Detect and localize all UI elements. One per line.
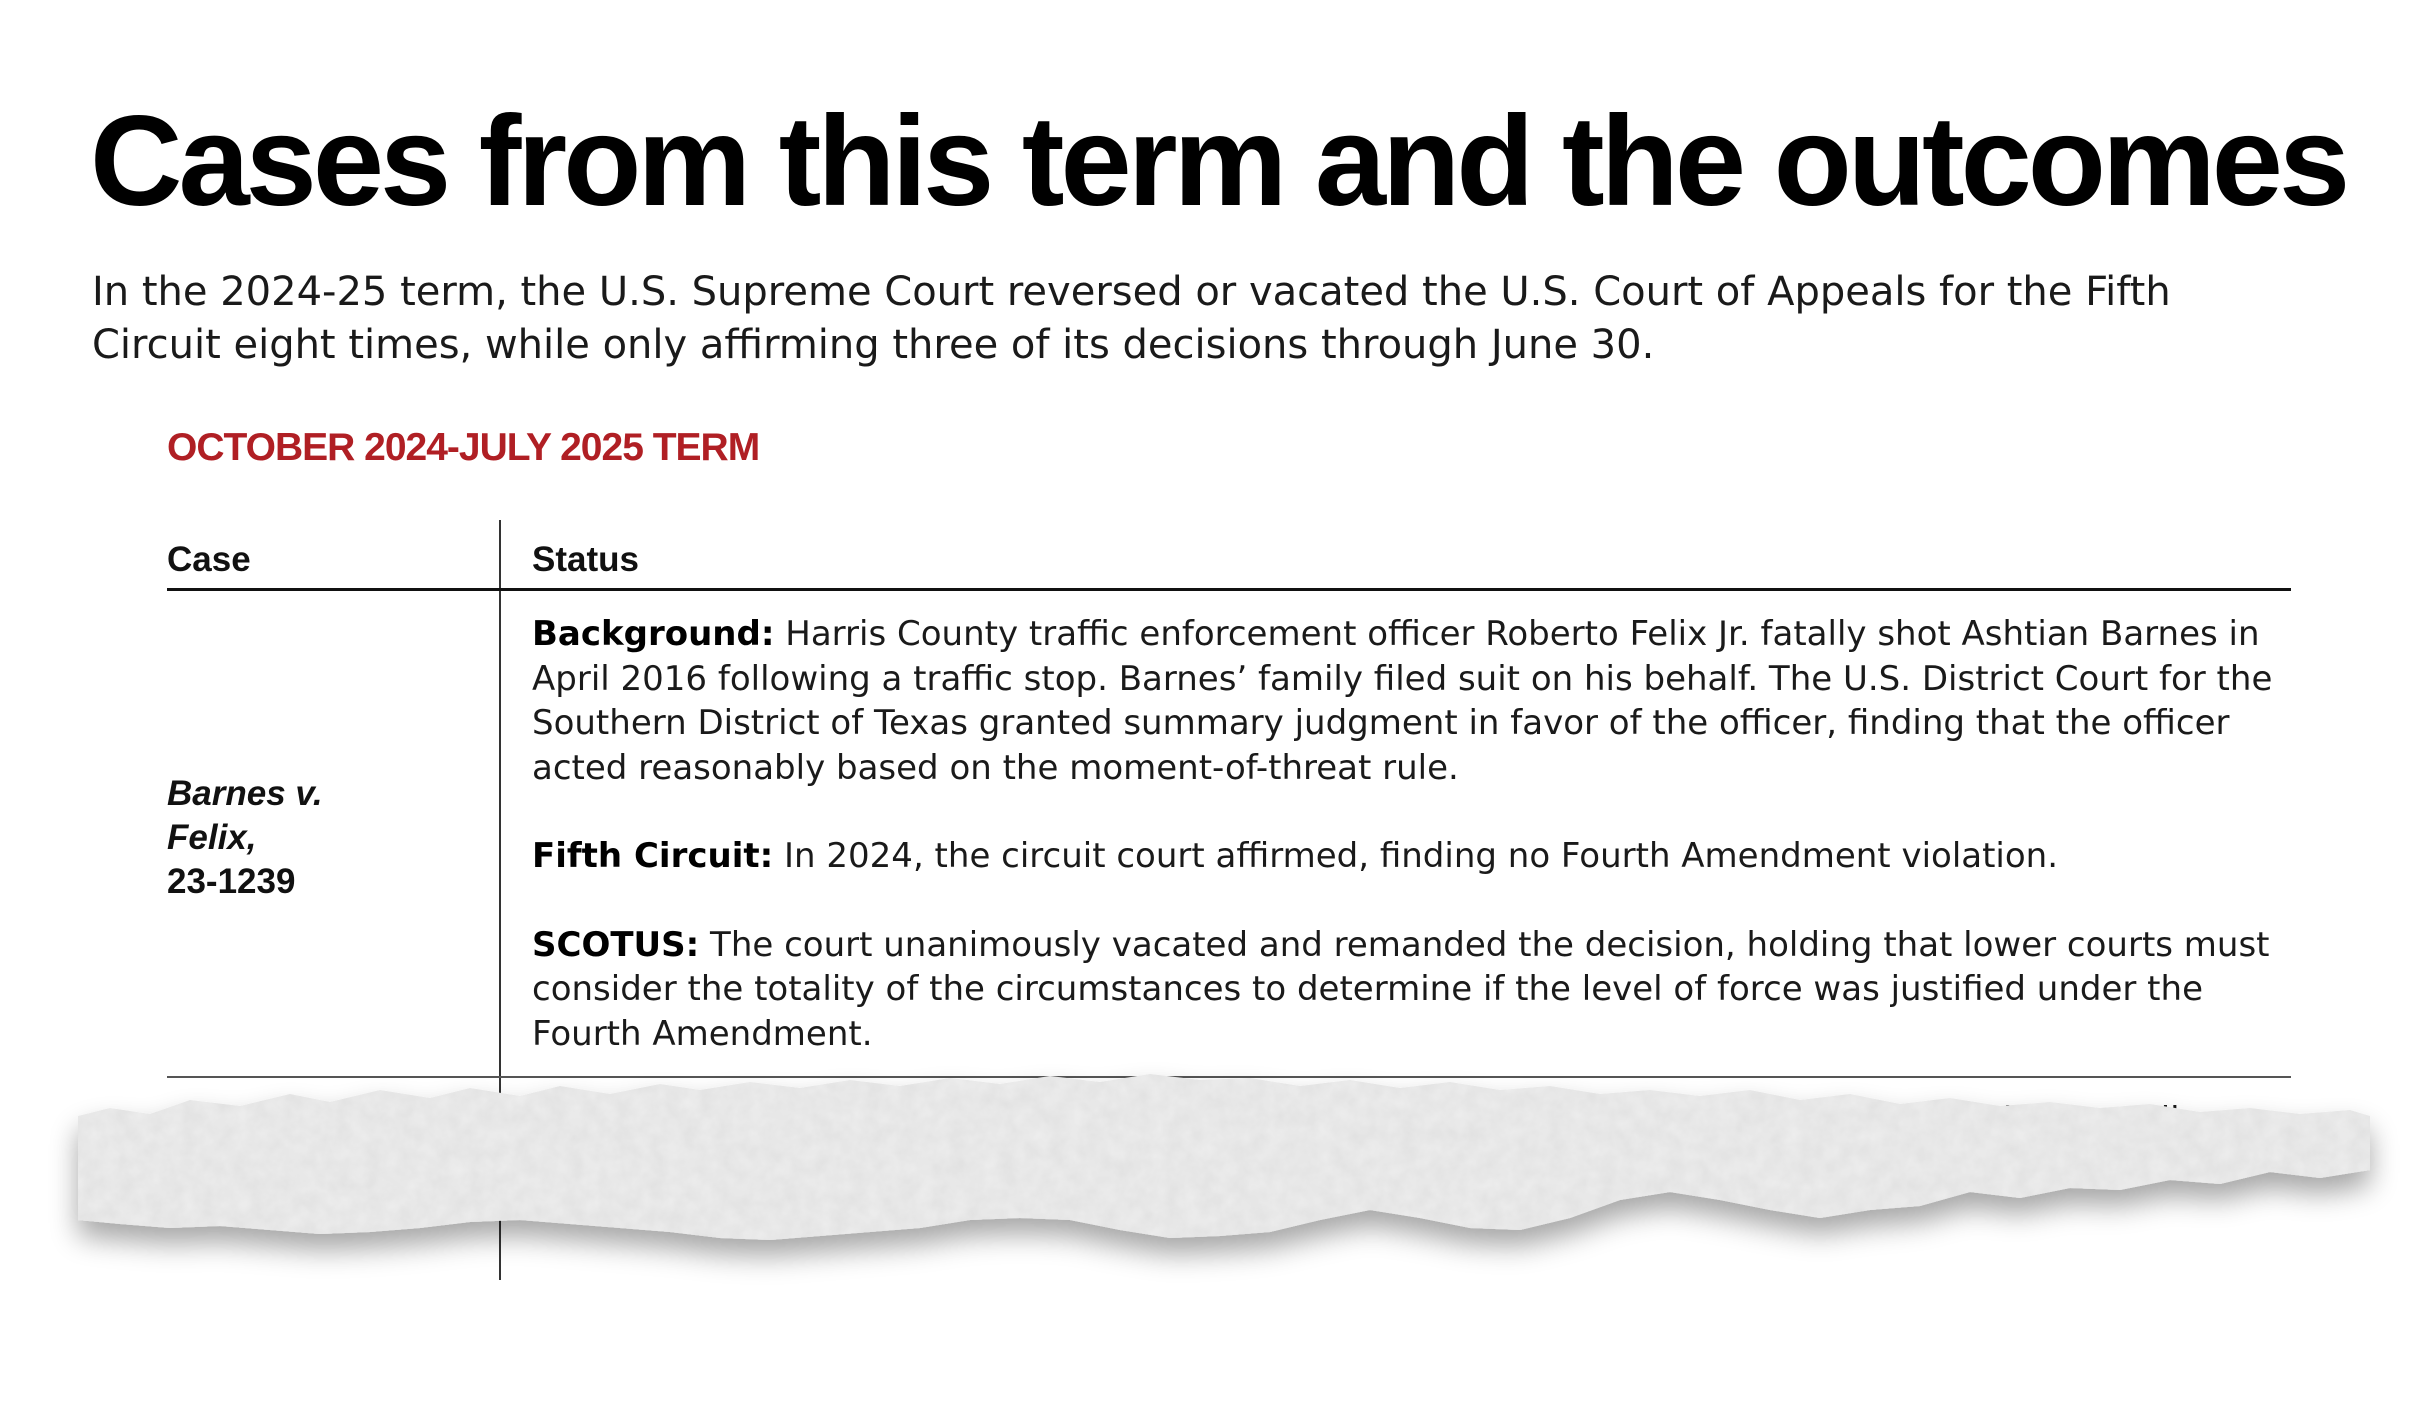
case-title-line2: Felix, — [167, 818, 257, 857]
dek: In the 2024-25 term, the U.S. Supreme Court reversed or vacated the U.S. Court of Appeals for the Fifth Circuit eight times, while only affirming three of its decisions through June 30. — [92, 269, 2171, 368]
torn-paper-edge — [0, 1060, 2424, 1414]
fifth-circuit-paragraph — [532, 834, 2292, 879]
background-paragraph — [532, 612, 2292, 790]
background-text: Harris County traffic enforcement officer Roberto Felix Jr. fatally shot Ashtian Barnes in April 2016 following a traffic stop. Barnes’ family filed suit on his behalf. The U.S. District Court for the Southern District of Texas granted summary judgment in favor of the officer, finding that the officer acted reasonably based on the moment-of-threat rule. — [532, 614, 2273, 788]
headline: Cases from this term and the outcomes — [90, 90, 2347, 233]
scotus-label: SCOTUS: — [532, 924, 700, 965]
case-cell — [167, 772, 487, 904]
status-cell — [532, 612, 2292, 1100]
scotus-text: The court unanimously vacated and remanded the decision, holding that lower courts must consider the totality of the circumstances to determine if the level of force was justified under the Fourth Amendment. — [532, 924, 2270, 1054]
background-label: Background: — [532, 614, 775, 654]
fifth-circuit-label: Fifth Circuit: — [532, 836, 774, 876]
fifth-circuit-text: In 2024, the circuit court affirmed, finding no Fourth Amendment violation. — [784, 836, 2059, 876]
case-title-line1: Barnes v. — [167, 774, 323, 813]
scotus-paragraph — [532, 923, 2292, 1057]
term-label: OCTOBER 2024-JULY 2025 TERM — [167, 426, 760, 469]
case-number: 23-1239 — [167, 862, 296, 901]
column-header-status: Status — [532, 540, 639, 579]
column-header-case: Case — [167, 540, 251, 579]
header-rule — [167, 588, 2291, 591]
